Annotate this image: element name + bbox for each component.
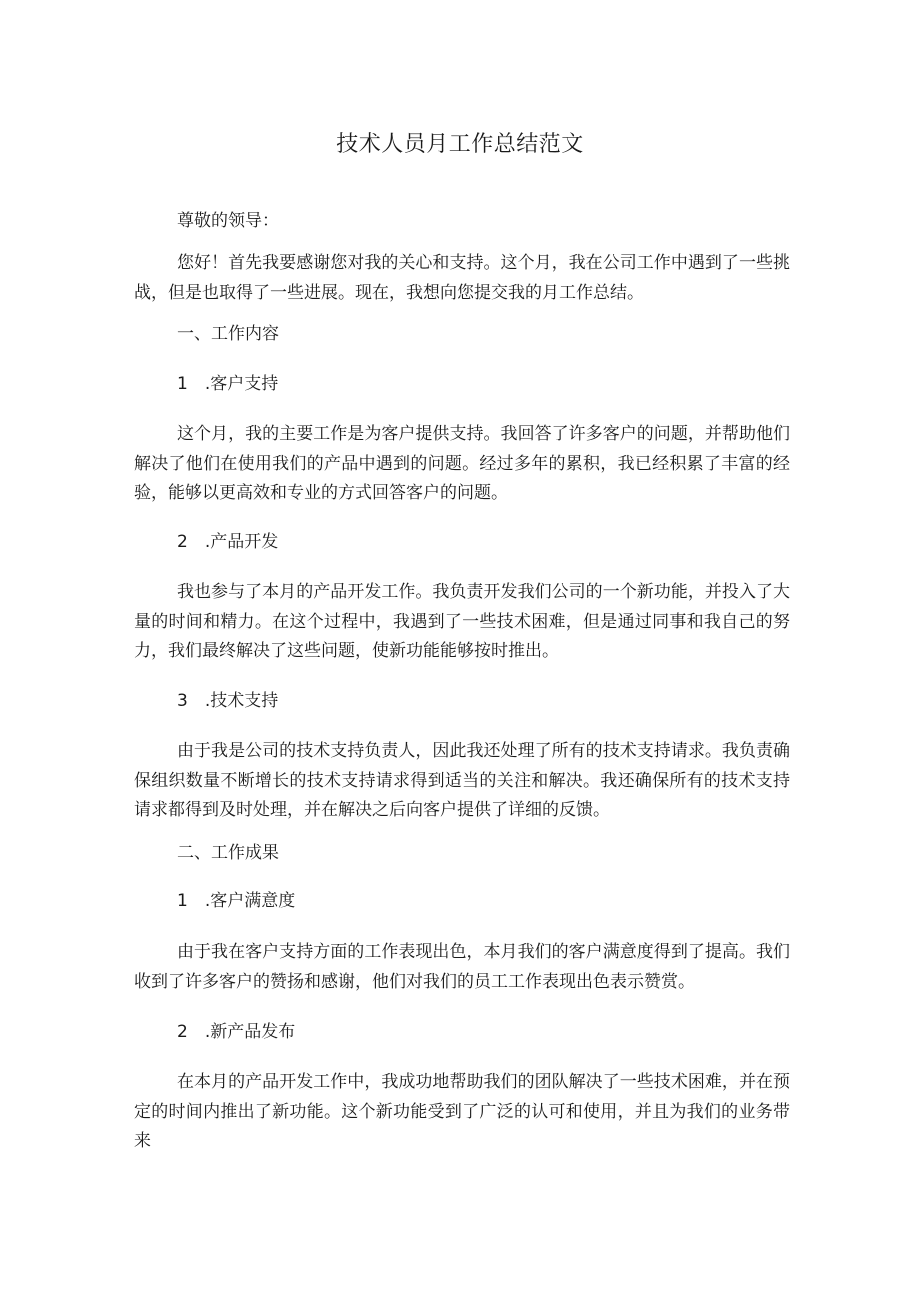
paragraph-product-development: 我也参与了本月的产品开发工作。我负责开发我们公司的一个新功能，并投入了大量的时间和精力。在这个过程中，我遇到了一些技术困难，但是通过同事和我自己的努力，我们最终解决了这些问题，使新功能能够按时推出。 [134,582,790,661]
subheading-customer-satisfaction: 1 .客户满意度 [177,891,296,911]
subheading-product-development: 2 .产品开发 [177,532,279,552]
section-heading-work-results: 二、工作成果 [177,843,279,863]
subheading-technical-support: 3 .技术支持 [177,691,279,711]
intro-paragraph: 您好！首先我要感谢您对我的关心和支持。这个月，我在公司工作中遇到了一些挑战，但是也取得了一些进展。现在，我想向您提交我的月工作总结。 [134,253,790,303]
paragraph-customer-satisfaction: 由于我在客户支持方面的工作表现出色，本月我们的客户满意度得到了提高。我们收到了许多客户的赞扬和感谢，他们对我们的员工工作表现出色表示赞赏。 [134,942,790,992]
paragraph-customer-support: 这个月，我的主要工作是为客户提供支持。我回答了许多客户的问题，并帮助他们解决了他们在使用我们的产品中遇到的问题。经过多年的累积，我已经积累了丰富的经验，能够以更高效和专业的方式回答客户的问题。 [134,424,790,503]
document-title: 技术人员月工作总结范文 [336,132,584,157]
paragraph-new-product-launch: 在本月的产品开发工作中，我成功地帮助我们的团队解决了一些技术困难，并在预定的时间内推出了新功能。这个新功能受到了广泛的认可和使用，并且为我们的业务带来 [134,1072,790,1151]
section-heading-work-content: 一、工作内容 [177,324,279,344]
greeting: 尊敬的领导： [177,211,279,231]
paragraph-technical-support: 由于我是公司的技术支持负责人，因此我还处理了所有的技术支持请求。我负责确保组织数量不断增长的技术支持请求得到适当的关注和解决。我还确保所有的技术支持请求都得到及时处理，并在解决之后向客户提供了详细的反馈。 [134,741,790,820]
subheading-new-product-launch: 2 .新产品发布 [177,1022,296,1042]
subheading-customer-support: 1 .客户支持 [177,374,279,394]
